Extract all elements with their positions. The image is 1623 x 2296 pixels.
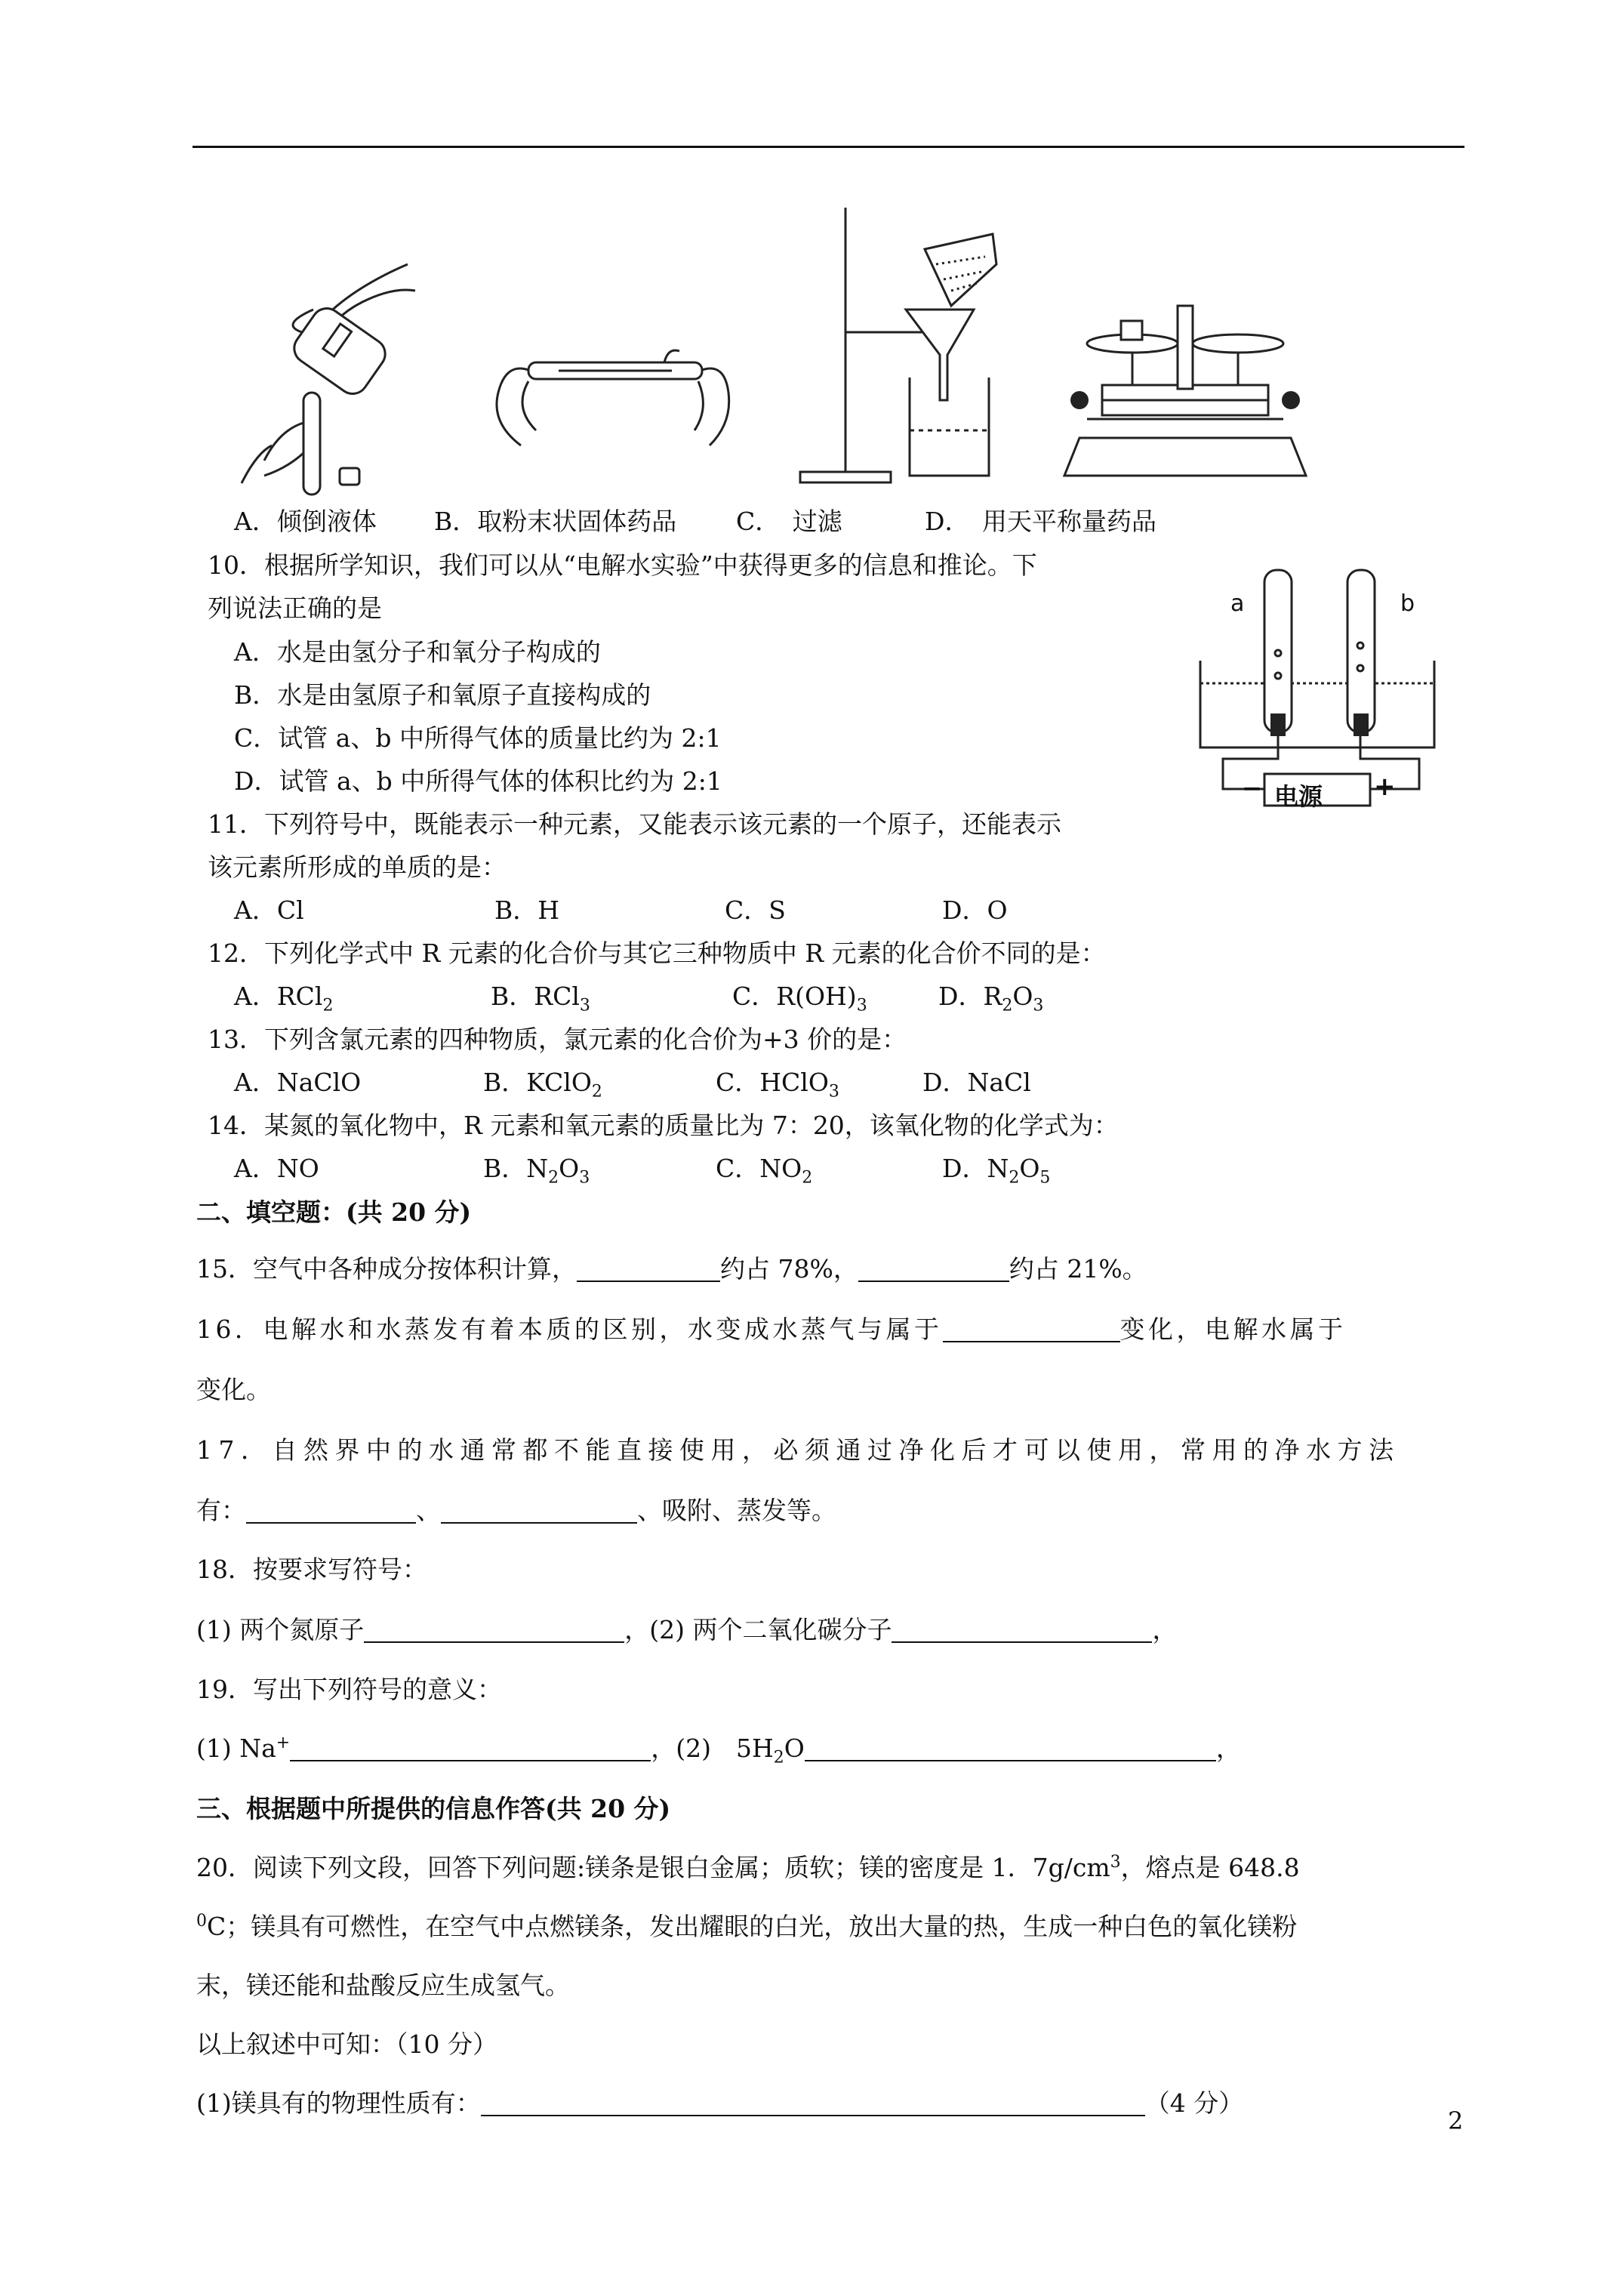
q15-blank-1[interactable] bbox=[577, 1253, 720, 1282]
q10-stem-line2: 列说法正确的是 bbox=[208, 593, 382, 623]
q12-option-c: C．$R(OH)_3$ bbox=[732, 982, 867, 1015]
q17-blank-1[interactable] bbox=[246, 1495, 416, 1524]
q14-option-c: C．$NO_2$ bbox=[716, 1154, 813, 1188]
q10-option-c: C．试管 a、b 中所得气体的质量比约为 2:1 bbox=[234, 723, 722, 753]
q9-option-a: A．倾倒液体 bbox=[234, 507, 377, 536]
q20-line2: $^0$C；镁具有可燃性，在空气中点燃镁条，发出耀眼的白光，放出大量的热，生成一种白色的氧化镁粉 bbox=[196, 1912, 1298, 1941]
q19-stem: 19．写出下列符号的意义： bbox=[196, 1675, 502, 1704]
q19-blank-2[interactable] bbox=[805, 1733, 1216, 1761]
q16-line2: 变化。 bbox=[196, 1375, 271, 1404]
q11-option-b: B．H bbox=[494, 895, 560, 925]
q17-line2: 有： 、 、吸附、蒸发等。 bbox=[196, 1496, 836, 1525]
q14-option-a: A．NO bbox=[234, 1154, 319, 1183]
q19-line: (1) Na+ ，(2) $5H_2O$ ， bbox=[196, 1734, 1241, 1767]
filtration-figure bbox=[793, 204, 1057, 491]
q11-stem-line1: 11．下列符号中，既能表示一种元素，又能表示该元素的一个原子，还能表示 bbox=[208, 809, 1061, 839]
q9-option-b: B．取粉末状固体药品 bbox=[434, 507, 677, 536]
q15-line: 15．空气中各种成分按体积计算， 约占 78%， 约占 21%。 bbox=[196, 1254, 1147, 1284]
power-source-label: 电源 bbox=[1274, 782, 1323, 811]
q20-line3: 末，镁还能和盐酸反应生成氢气。 bbox=[196, 1971, 570, 2000]
q18-stem: 18．按要求写符号： bbox=[196, 1555, 427, 1584]
q10-option-a: A．水是由氢分子和氧分子构成的 bbox=[234, 637, 601, 667]
q13-option-a: A．NaClO bbox=[234, 1068, 362, 1097]
q10-option-b: B．水是由氢原子和氧原子直接构成的 bbox=[234, 680, 651, 710]
q9-option-c: C． 过滤 bbox=[736, 507, 842, 536]
q9-option-d: D． 用天平称量药品 bbox=[925, 507, 1156, 536]
q14-stem: 14．某氮的氧化物中，R 元素和氧元素的质量比为 7：20，该氧化物的化学式为： bbox=[208, 1111, 1119, 1140]
q13-stem: 13．下列含氯元素的四种物质，氯元素的化合价为+3 价的是： bbox=[208, 1025, 907, 1054]
q11-option-c: C．S bbox=[725, 895, 786, 925]
q20-blank-1[interactable] bbox=[481, 2088, 1145, 2116]
q18-line: (1) 两个氮原子 ，(2) 两个二氧化碳分子 ， bbox=[196, 1615, 1178, 1644]
q20-line4: 以上叙述中可知：（10 分） bbox=[196, 2029, 497, 2059]
q19-blank-1[interactable] bbox=[290, 1733, 651, 1761]
q14-option-b: B．$N_2O_3$ bbox=[483, 1154, 590, 1188]
balance-figure bbox=[1057, 294, 1313, 483]
q12-option-a: A．RCl$_2$ bbox=[234, 982, 334, 1015]
q12-stem: 12．下列化学式中 R 元素的化合价与其它三种物质中 R 元素的化合价不同的是： bbox=[208, 938, 1106, 968]
q18-blank-1[interactable] bbox=[364, 1614, 624, 1643]
q11-stem-line2: 该元素所形成的单质的是： bbox=[208, 852, 507, 882]
q10-option-d: D．试管 a、b 中所得气体的体积比约为 2:1 bbox=[234, 766, 722, 796]
q16-line1: 16．电解水和水蒸发有着本质的区别，水变成水蒸气与属于 变化，电解水属于 bbox=[196, 1314, 1347, 1344]
page-number: 2 bbox=[1448, 2106, 1464, 2135]
q13-option-c: C．HClO$_3$ bbox=[716, 1068, 839, 1102]
tube-a-label: a bbox=[1230, 590, 1245, 617]
q12-option-b: B．RCl$_3$ bbox=[491, 982, 590, 1015]
section-2-heading: 二、填空题：(共 20 分) bbox=[196, 1197, 472, 1227]
q16-blank-1[interactable] bbox=[943, 1314, 1120, 1342]
q18-blank-2[interactable] bbox=[892, 1614, 1152, 1643]
powder-transfer-figure bbox=[483, 317, 732, 468]
q12-option-d: D．$R_2O_3$ bbox=[938, 982, 1044, 1015]
q13-option-d: D．NaCl bbox=[922, 1068, 1031, 1097]
q13-option-b: B．KClO$_2$ bbox=[483, 1068, 602, 1102]
pouring-liquid-figure bbox=[234, 257, 438, 498]
q11-option-a: A．Cl bbox=[234, 895, 304, 925]
q11-option-d: D．O bbox=[942, 895, 1008, 925]
q20-line5: (1)镁具有的物理性质有： （4 分） bbox=[196, 2088, 1244, 2118]
power-plus-sign: + bbox=[1374, 772, 1396, 802]
tube-b-label: b bbox=[1400, 590, 1415, 617]
q14-option-d: D．$N_2O_5$ bbox=[942, 1154, 1051, 1188]
q15-blank-2[interactable] bbox=[858, 1253, 1009, 1282]
section-3-heading: 三、根据题中所提供的信息作答(共 20 分) bbox=[196, 1794, 671, 1823]
q20-line1: 20．阅读下列文段，回答下列问题:镁条是银白金属；质软；镁的密度是 1．$7g/cm^3$，熔点是 648.8 bbox=[196, 1853, 1300, 1882]
power-minus-sign: − bbox=[1242, 774, 1262, 803]
header-rule bbox=[192, 146, 1464, 148]
q10-stem-line1: 10．根据所学知识，我们可以从“电解水实验”中获得更多的信息和推论。下 bbox=[208, 550, 1037, 580]
q17-blank-2[interactable] bbox=[441, 1495, 637, 1524]
q17-line1: 17．自然界中的水通常都不能直接使用，必须通过净化后才可以使用，常用的净水方法 bbox=[196, 1435, 1400, 1465]
